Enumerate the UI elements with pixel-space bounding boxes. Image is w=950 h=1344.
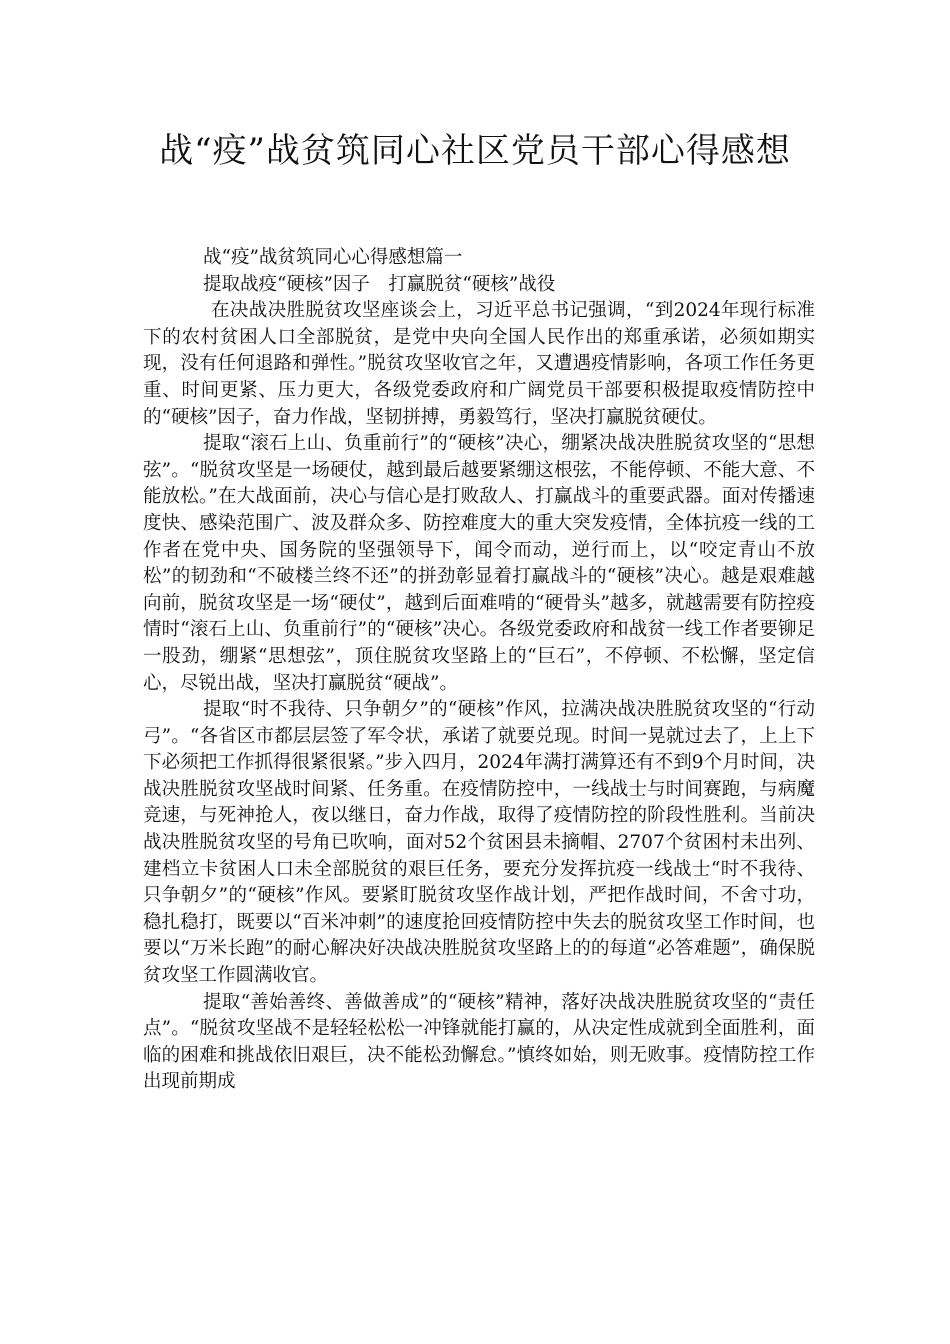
document-title: 战“疫”战贫筑同心社区党员干部心得感想	[159, 131, 791, 171]
document-body	[143, 245, 815, 1096]
article-subtitle: 提取战疫“硬核”因子 打赢脱贫“硬核”战役	[203, 273, 556, 295]
paragraph: 提取“时不我待、只争朝夕”的“硬核”作风，拉满决战决胜脱贫攻坚的“行动弓”。“各省区市都层层签了军令状，承诺了就要兑现。时间一晃就过去了，上上下下必须把工作抓得很紧很紧。”步入四月，2024年满打满算还有不到9个月时间，决战决胜脱贫攻坚战时间紧、任务重。在疫情防控中，一线战士与时间赛跑，与病魔竞速，与死神抢人，夜以继日，奋力作战，取得了疫情防控的阶段性胜利。当前决战决胜脱贫攻坚的号角已吹响，面对52个贫困县未摘帽、2707个贫困村未出列、建档立卡贫困人口未全部脱贫的艰巨任务，要充分发挥抗疫一线战士“时不我待、只争朝夕”的“硬核”作风。要紧盯脱贫攻坚作战计划，严把作战时间，不舍寸功，稳扎稳打，既要以“百米冲刺”的速度抢回疫情防控中失去的脱贫攻坚工作时间，也要以“万米长跑”的耐心解决好决战决胜脱贫攻坚路上的的每道“必答难题”，确保脱贫攻坚工作圆满收官。	[143, 699, 815, 987]
section-heading: 战“疫”战贫筑同心心得感想篇一	[203, 247, 463, 268]
paragraph: 提取“善始善终、善做善成”的“硬核”精神，落好决战决胜脱贫攻坚的“责任点”。“脱贫攻坚战不是轻轻松松一冲锋就能打赢的，从决定性成就到全面胜利，面临的困难和挑战依旧艰巨，决不能松劲懈怠。”慎终如始，则无败事。疫情防控工作出现前期成	[143, 991, 815, 1093]
paragraph: 在决战决胜脱贫攻坚座谈会上，习近平总书记强调，“到2024年现行标准下的农村贫困人口全部脱贫，是党中央向全国人民作出的郑重承诺，必须如期实现，没有任何退路和弹性。”脱贫攻坚收官之年，又遭遇疫情影响，各项工作任务更重、时间更紧、压力更大，各级党委政府和广阔党员干部要积极提取疫情防控中的“硬核”因子，奋力作战，坚韧拼搏，勇毅笃行，坚决打赢脱贫硬仗。	[143, 300, 815, 428]
paragraph: 提取“滚石上山、负重前行”的“硬核”决心，绷紧决战决胜脱贫攻坚的“思想弦”。“脱贫攻坚是一场硬仗，越到最后越要紧绷这根弦，不能停顿、不能大意、不能放松。”在大战面前，决心与信心是打败敌人、打赢战斗的重要武器。面对传播速度快、感染范围广、波及群众多、防控难度大的重大突发疫情，全体抗疫一线的工作者在党中央、国务院的坚强领导下，闻令而动，逆行而上，以“咬定青山不放松”的韧劲和“不破楼兰终不还”的拼劲彰显着打赢战斗的“硬核”决心。越是艰难越向前，脱贫攻坚是一场“硬仗”，越到后面难啃的“硬骨头”越多，就越需要有防控疫情时“滚石上山、负重前行”的“硬核”决心。各级党委政府和战贫一线工作者要铆足一股劲，绷紧“思想弦”，顶住脱贫攻坚路上的“巨石”，不停顿、不松懈，坚定信心，尽锐出战，坚决打赢脱贫“硬战”。	[143, 433, 815, 694]
